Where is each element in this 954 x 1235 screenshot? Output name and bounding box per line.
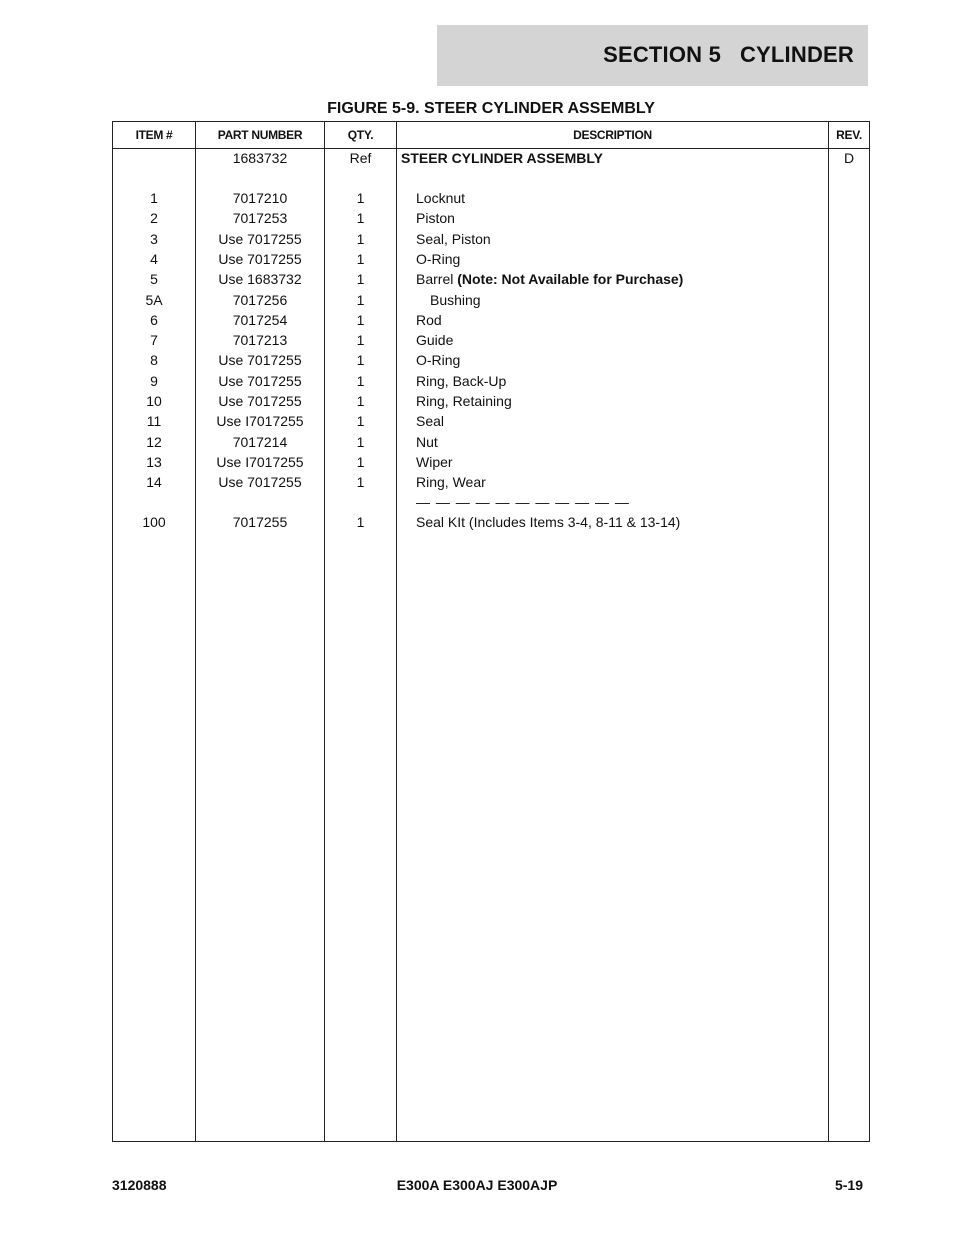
description [416, 330, 453, 350]
qty: 1 [356, 393, 365, 409]
kit-row [113, 512, 869, 532]
qty: Ref [349, 150, 372, 166]
table-row [113, 472, 869, 492]
section-header [437, 25, 868, 86]
table-row [113, 452, 869, 472]
item-number: 1 [150, 190, 158, 206]
item-number: 5A [145, 291, 163, 308]
qty: 1 [356, 372, 365, 389]
item-number: 7 [150, 332, 158, 349]
part-number: 7017256 [232, 291, 288, 308]
qty: 1 [356, 210, 365, 227]
part-number: Use 1683732 [218, 271, 302, 288]
qty: 1 [356, 413, 365, 430]
header-part-number: PART NUMBER [217, 128, 303, 142]
parts-table [112, 121, 870, 1142]
assembly-row [113, 148, 869, 168]
description [416, 472, 486, 492]
description [416, 310, 442, 330]
qty: 1 [356, 190, 365, 206]
part-number: Use I7017255 [216, 453, 304, 470]
description-text: Piston [416, 210, 455, 227]
description-text: Guide [416, 332, 454, 349]
qty: 1 [356, 433, 365, 450]
description [416, 269, 683, 289]
qty: 1 [356, 250, 365, 267]
table-row [113, 391, 869, 411]
description: STEER CYLINDER ASSEMBLY [401, 150, 603, 166]
item-number: 4 [150, 250, 158, 267]
table-row [113, 208, 869, 228]
model-numbers: E300A E300AJ E300AJP [396, 1177, 558, 1193]
description-text: Locknut [416, 190, 466, 206]
separator-dashes: — — — — — — — — — — — [416, 494, 630, 510]
part-number: 7017214 [232, 433, 288, 450]
qty: 1 [356, 271, 365, 288]
part-number: Use I7017255 [216, 413, 304, 430]
description-text: Barrel [416, 271, 458, 288]
table-row [113, 411, 869, 431]
description [416, 452, 453, 472]
item-number: 8 [150, 352, 158, 369]
table-row [113, 330, 869, 350]
item-number: 11 [146, 413, 162, 430]
description [416, 208, 455, 228]
qty: 1 [356, 352, 365, 369]
description [416, 350, 460, 370]
table-row [113, 249, 869, 269]
header-qty: QTY. [347, 128, 374, 142]
header-rev: REV. [836, 128, 862, 142]
qty: 1 [356, 230, 365, 247]
table-row [113, 229, 869, 249]
table-row [113, 310, 869, 330]
section-title: SECTION 5 CYLINDER [603, 42, 854, 67]
item-number: 12 [146, 433, 162, 450]
item-number: 2 [150, 210, 158, 227]
qty: 1 [356, 474, 365, 491]
figure-title: FIGURE 5-9. STEER CYLINDER ASSEMBLY [327, 100, 655, 117]
table-row [113, 432, 869, 452]
description [416, 411, 444, 431]
qty: 1 [356, 514, 365, 530]
description-text: Rod [416, 311, 442, 328]
qty: 1 [356, 311, 365, 328]
item-number: 10 [146, 393, 162, 409]
description-text: Bushing [430, 291, 481, 308]
table-row [113, 290, 869, 310]
description: Seal KIt (Includes Items 3-4, 8-11 & 13-14) [416, 514, 681, 530]
part-number: 7017254 [232, 311, 288, 328]
rev: D [843, 150, 855, 166]
part-number: 1683732 [232, 150, 288, 166]
part-number: Use 7017255 [218, 230, 302, 247]
separator-row [113, 492, 869, 512]
table-row [113, 371, 869, 391]
page-number: 5-19 [834, 1177, 863, 1193]
part-number: 7017210 [232, 190, 288, 206]
table-row [113, 350, 869, 370]
description [416, 371, 506, 391]
doc-number: 3120888 [112, 1177, 167, 1193]
description-text: Nut [416, 433, 438, 450]
part-number: Use 7017255 [218, 474, 302, 491]
description-text: Wiper [416, 453, 453, 470]
description-text: Ring, Back-Up [416, 372, 507, 389]
part-number: 7017213 [232, 332, 288, 349]
description-text: O-Ring [416, 250, 461, 267]
part-number: Use 7017255 [218, 352, 302, 369]
description-text: Seal [416, 413, 445, 430]
item-number: 6 [150, 311, 158, 328]
header-item: ITEM # [135, 128, 173, 142]
description-text: O-Ring [416, 352, 461, 369]
description-text: Seal, Piston [416, 230, 491, 247]
qty: 1 [356, 291, 365, 308]
description-text: Ring, Retaining [416, 393, 512, 409]
description [416, 391, 512, 411]
table-row [113, 188, 869, 208]
part-number: 7017255 [232, 514, 288, 530]
description-note: (Note: Not Available for Purchase) [457, 271, 684, 288]
item-number: 13 [146, 453, 162, 470]
description [416, 432, 438, 452]
qty: 1 [356, 332, 365, 349]
header-description: DESCRIPTION [573, 128, 652, 142]
description [430, 290, 481, 310]
description-text: Ring, Wear [416, 474, 486, 491]
item-number: 3 [150, 230, 158, 247]
item-number: 5 [150, 271, 158, 288]
table-row [113, 269, 869, 289]
item-number: 14 [146, 474, 162, 491]
description [416, 188, 465, 208]
part-number: Use 7017255 [218, 250, 302, 267]
description [416, 249, 460, 269]
qty: 1 [356, 453, 365, 470]
item-number: 100 [142, 514, 166, 530]
part-number: 7017253 [232, 210, 288, 227]
part-number: Use 7017255 [218, 393, 302, 409]
part-number: Use 7017255 [218, 372, 302, 389]
description [416, 229, 491, 249]
item-number: 9 [150, 372, 158, 389]
